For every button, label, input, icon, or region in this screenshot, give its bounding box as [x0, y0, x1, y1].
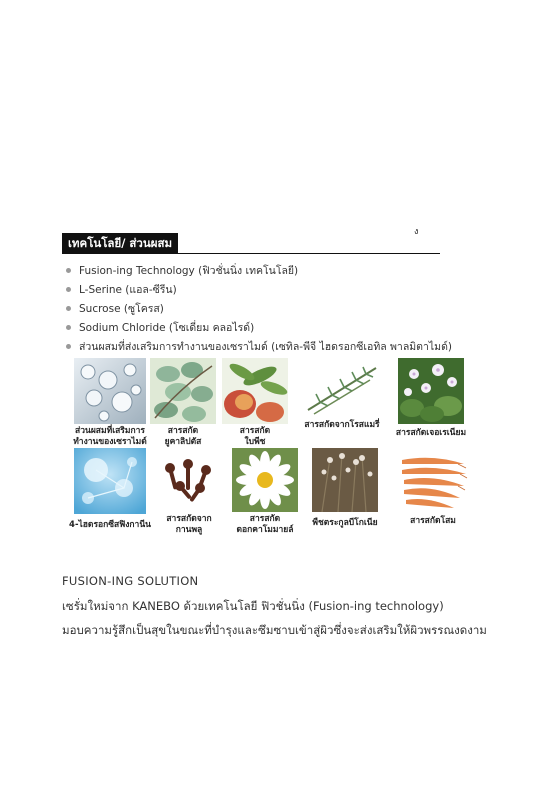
bullet-icon: [66, 306, 71, 311]
bullet-icon: [66, 344, 71, 349]
section-header: [62, 233, 440, 254]
ingredient-caption: สารสกัด ดอกคาโมมายล์: [236, 514, 294, 535]
bullet-icon: [66, 325, 71, 330]
geranium-flowers-icon: [398, 358, 464, 424]
solution-line-1: เซรั่มใหม่จาก KANEBO ด้วยเทคโนโลยี ฟิวชั่นนิ่ง (Fusion-ing technology): [62, 599, 444, 613]
peach-leaves-icon: [222, 358, 288, 424]
water-droplets-icon: [74, 358, 146, 424]
ingredient-caption: สารสกัดจากโรสแมรี่: [304, 420, 380, 430]
ingredient-caption: สารสกัด ใบพีช: [239, 426, 271, 447]
bullet-item: ส่วนผสมที่ส่งเสริมการทำงานของเซราไมด์ (เซทิล-พีจี ไฮดรอกซีเอทิล พาลมิตาไมด์): [66, 338, 452, 357]
ingredient-bullet-list: [66, 262, 452, 357]
bullet-item: L-Serine (แอล-ซีรีน): [66, 281, 452, 300]
bullet-icon: [66, 268, 71, 273]
ingredient-caption: สารสกัดเจอเรเนียม: [395, 428, 467, 438]
bullet-icon: [66, 287, 71, 292]
solution-line-2: มอบความรู้สึกเป็นสุขในขณะที่บำรุงและซึมซาบเข้าสู่ผิวซึ่งจะส่งเสริมให้ผิวพรรณงดงาม: [62, 623, 487, 637]
bullet-item: Fusion-ing Technology (ฟิวชั่นนิ่ง เทคโนโลยี): [66, 262, 452, 281]
molecule-icon: [74, 448, 146, 514]
ingredient-caption: พืชตระกูลบีโกเนีย: [312, 518, 378, 528]
bullet-item: Sodium Chloride (โซเดี่ยม คลอไรด์): [66, 319, 452, 338]
rosemary-icon: [300, 358, 384, 418]
ginseng-root-icon: [398, 450, 468, 510]
begonia-plant-icon: [312, 448, 378, 512]
ingredient-caption: สารสกัดโสม: [410, 516, 456, 526]
page-mark: ง: [414, 227, 419, 237]
chamomile-flower-icon: [232, 448, 298, 512]
ingredient-caption: สารสกัด ยูคาลิปตัส: [164, 426, 202, 447]
solution-title: FUSION-ING SOLUTION: [62, 574, 199, 588]
ingredient-caption: สารสกัดจาก กานพลู: [166, 514, 212, 535]
section-header-label: เทคโนโลยี/ ส่วนผสม: [62, 233, 178, 253]
clove-icon: [156, 456, 222, 506]
bullet-item: Sucrose (ซูโครส): [66, 300, 452, 319]
ingredient-caption: ส่วนผสมที่เสริมการ ทำงานของเซราไมด์: [73, 426, 147, 447]
ingredient-caption: 4-ไฮดรอกซีสฟิงกานีน: [69, 520, 151, 530]
eucalyptus-leaves-icon: [150, 358, 216, 424]
